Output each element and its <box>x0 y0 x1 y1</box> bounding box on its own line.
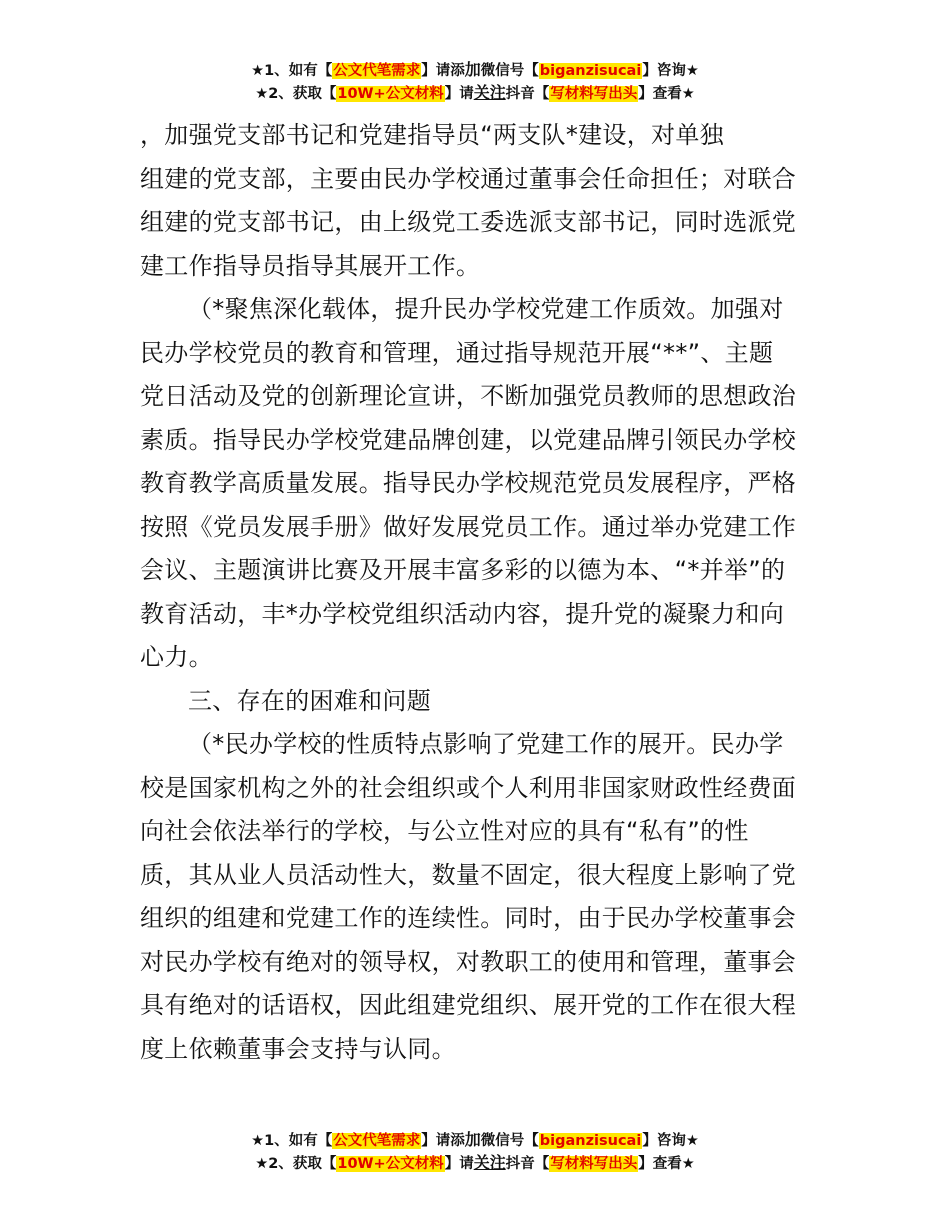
text-line: 质，其从业人员活动性大，数量不固定，很大程度上影响了党 <box>140 860 797 889</box>
banner-text: 】查看★ <box>638 1156 695 1172</box>
banner-text: 微信号【 <box>480 1133 539 1149</box>
text-line: 党日活动及党的创新理论宣讲，不断加强党员教师的思想政治 <box>140 382 797 410</box>
banner-line-2 <box>0 82 950 105</box>
banner-text: 关注 <box>473 1153 506 1172</box>
section-heading <box>140 680 816 724</box>
banner-text: 】请添 <box>421 63 465 79</box>
text-line: 度上依赖董事会支持与认同。 <box>140 1034 456 1063</box>
document-body <box>140 114 816 1071</box>
text-line: ，加强党支部书记和党建指导员“两支队*建设，对单独 <box>140 121 724 149</box>
paragraph <box>140 114 816 288</box>
banner-highlight: 公文代笔需求 <box>333 63 421 79</box>
banner-text: 】请添 <box>421 1133 465 1149</box>
text-line: 心力。 <box>140 643 213 671</box>
text-line: 建工作指导员指导其展开工作。 <box>140 251 481 280</box>
banner-highlight: 写材料写出头 <box>550 86 638 102</box>
banner-highlight: 10W+公文材料 <box>337 1156 444 1172</box>
banner-text: 加 <box>464 60 481 79</box>
banner-text: 】请 <box>444 86 474 102</box>
text-line: 向社会依法举行的学校，与公立性对应的具有“私有”的性 <box>140 817 749 845</box>
banner-highlight: 公文代笔需求 <box>333 1133 421 1149</box>
banner-text: 抖音【 <box>505 86 550 102</box>
banner-line-1 <box>0 59 950 82</box>
banner-text: ★1、如有【 <box>251 63 333 79</box>
text-line: 民办学校党员的教育和管理，通过指导规范开展“**”、主题 <box>140 338 774 367</box>
paragraph <box>140 723 816 1071</box>
banner-highlight: biganzisucai <box>539 63 642 79</box>
banner-text: 】咨询★ <box>642 1133 699 1149</box>
header-banner <box>0 59 950 105</box>
banner-text: 】请 <box>444 1156 474 1172</box>
text-line: 素质。指导民办学校党建品牌创建，以党建品牌引领民办学校 <box>140 425 797 454</box>
banner-text: ★2、获取【 <box>255 1156 337 1172</box>
banner-highlight: 10W+公文材料 <box>337 86 444 102</box>
text-line: 会议、主题演讲比赛及开展丰富多彩的以德为本、“*并举”的 <box>140 556 786 584</box>
banner-text: 关注 <box>473 83 506 102</box>
banner-text: 】咨询★ <box>642 63 699 79</box>
banner-line-2 <box>0 1152 950 1175</box>
paragraph <box>140 288 816 680</box>
banner-line-1 <box>0 1129 950 1152</box>
banner-text: 抖音【 <box>505 1156 550 1172</box>
text-line: 按照《党员发展手册》做好发展党员工作。通过举办党建工作 <box>140 512 797 541</box>
text-line: 教育活动，丰*办学校党组织活动内容，提升党的凝聚力和向 <box>140 599 785 628</box>
footer-banner <box>0 1129 950 1175</box>
text-line: 校是国家机构之外的社会组织或个人利用非国家财政性经费面 <box>140 773 797 802</box>
text-line: 组织的组建和党建工作的连续性。同时，由于民办学校董事会 <box>140 904 797 932</box>
text-line: 教育教学高质量发展。指导民办学校规范党员发展程序，严格 <box>140 469 797 497</box>
banner-text: 】查看★ <box>638 86 695 102</box>
heading-text: 三、存在的困难和问题 <box>188 686 431 715</box>
banner-highlight: 写材料写出头 <box>550 1156 638 1172</box>
banner-text: ★1、如有【 <box>251 1133 333 1149</box>
banner-text: ★2、获取【 <box>255 86 337 102</box>
banner-text: 微信号【 <box>480 63 539 79</box>
text-line: （*聚焦深化载体，提升民办学校党建工作质效。加强对 <box>188 295 784 323</box>
text-line: 具有绝对的话语权，因此组建党组织、展开党的工作在很大程 <box>140 991 797 1019</box>
text-line: 对民办学校有绝对的领导权，对教职工的使用和管理，董事会 <box>140 947 797 976</box>
banner-highlight: biganzisucai <box>539 1133 642 1149</box>
text-line: 组建的党支部书记，由上级党工委选派支部书记，同时选派党 <box>140 208 797 236</box>
banner-text: 加 <box>464 1130 481 1149</box>
text-line: （*民办学校的性质特点影响了党建工作的展开。民办学 <box>188 730 784 758</box>
text-line: 组建的党支部，主要由民办学校通过董事会任命担任；对联合 <box>140 164 797 193</box>
